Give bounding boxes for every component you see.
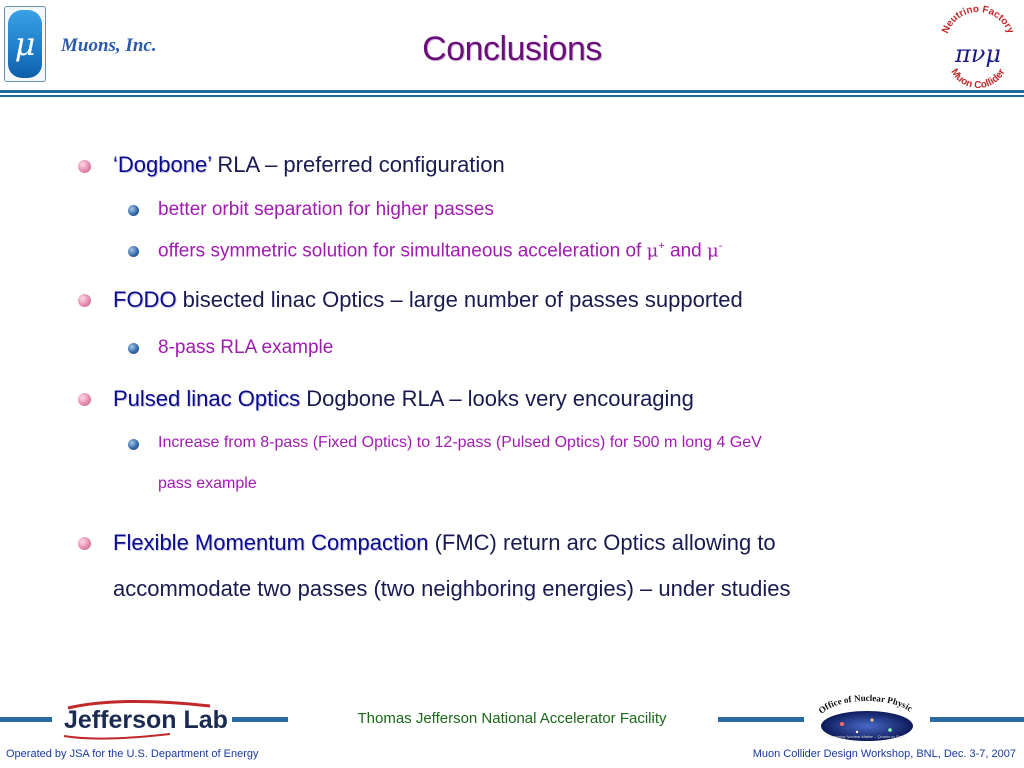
bullet-highlight: ‘Dogbone’: [113, 152, 212, 177]
sub-bullet-icon: [128, 246, 139, 257]
nf-logo-bottom-text: Muon Collider: [948, 66, 1008, 88]
plus-superscript: +: [658, 240, 665, 252]
sub-bullet-text-mid: and: [664, 240, 707, 262]
mu-symbol-icon: μ: [8, 10, 42, 78]
mu-symbol: μ: [707, 240, 719, 262]
sub-bullet-icon: [128, 343, 139, 354]
sub-bullet-icon: [128, 205, 139, 216]
bullet-text-continued: accommodate two passes (two neighboring energies) – under studies: [113, 576, 791, 601]
minus-superscript: -: [718, 240, 723, 252]
onp-logo-text: Office of Nuclear Physic: [816, 692, 915, 716]
bullet-item: [113, 530, 776, 556]
bullet-highlight: Flexible Momentum Compaction: [113, 530, 429, 555]
sub-bullet-text: 8-pass RLA example: [158, 337, 334, 358]
header-rule-thin: [0, 95, 1024, 97]
bullet-text: (FMC) return arc Optics allowing to: [428, 530, 776, 555]
bullet-item: [113, 287, 743, 313]
header-rule: [0, 90, 1024, 93]
bullet-highlight: FODO: [113, 287, 177, 312]
bullet-text: Dogbone RLA – looks very encouraging: [300, 386, 694, 411]
sub-bullet-text: offers symmetric solution for simultaneous acceleration of: [158, 240, 647, 262]
bullet-text: RLA – preferred configuration: [211, 152, 505, 177]
mu-symbol: μ: [646, 240, 659, 262]
jefferson-lab-logo-text: Jefferson Lab: [64, 706, 228, 734]
nf-logo-top-text: Neutrino Factory: [940, 4, 1016, 36]
nf-logo-symbol: πνμ: [955, 40, 1001, 68]
org-name: Muons, Inc.: [61, 35, 157, 56]
slide-title: Conclusions: [422, 30, 602, 68]
office-of-nuclear-physics-logo: [812, 690, 922, 746]
sub-bullet-icon: [128, 439, 139, 450]
sub-bullet-text: Increase from 8-pass (Fixed Optics) to 12-pass (Pulsed Optics) for 500 m long 4 GeV: [158, 434, 762, 451]
svg-text:Muon Collider: [948, 67, 1007, 88]
operated-by-text: Operated by JSA for the U.S. Department of Energy: [6, 748, 259, 760]
workshop-text: Muon Collider Design Workshop, BNL, Dec. 3-7, 2007: [752, 748, 1016, 760]
onp-logo-subtext: Exploring Nuclear Matter – Quarks to Stars: [828, 734, 906, 739]
bullet-icon: [78, 294, 91, 307]
bullet-icon: [78, 160, 91, 173]
sub-bullet-text: better orbit separation for higher passes: [158, 199, 494, 220]
bullet-icon: [78, 393, 91, 406]
bullet-highlight: Pulsed linac Optics: [113, 386, 301, 411]
svg-text:Neutrino Factory: [940, 4, 1016, 36]
bullet-text: bisected linac Optics – large number of passes supported: [176, 287, 743, 312]
facility-name: Thomas Jefferson National Accelerator Facility: [357, 710, 667, 727]
bullet-item: [113, 152, 505, 178]
neutrino-factory-logo: [938, 4, 1018, 88]
bullet-item: [113, 386, 694, 412]
sub-bullet-text-continued: pass example: [158, 475, 257, 492]
sub-bullet-item: [158, 240, 722, 262]
bullet-icon: [78, 537, 91, 550]
